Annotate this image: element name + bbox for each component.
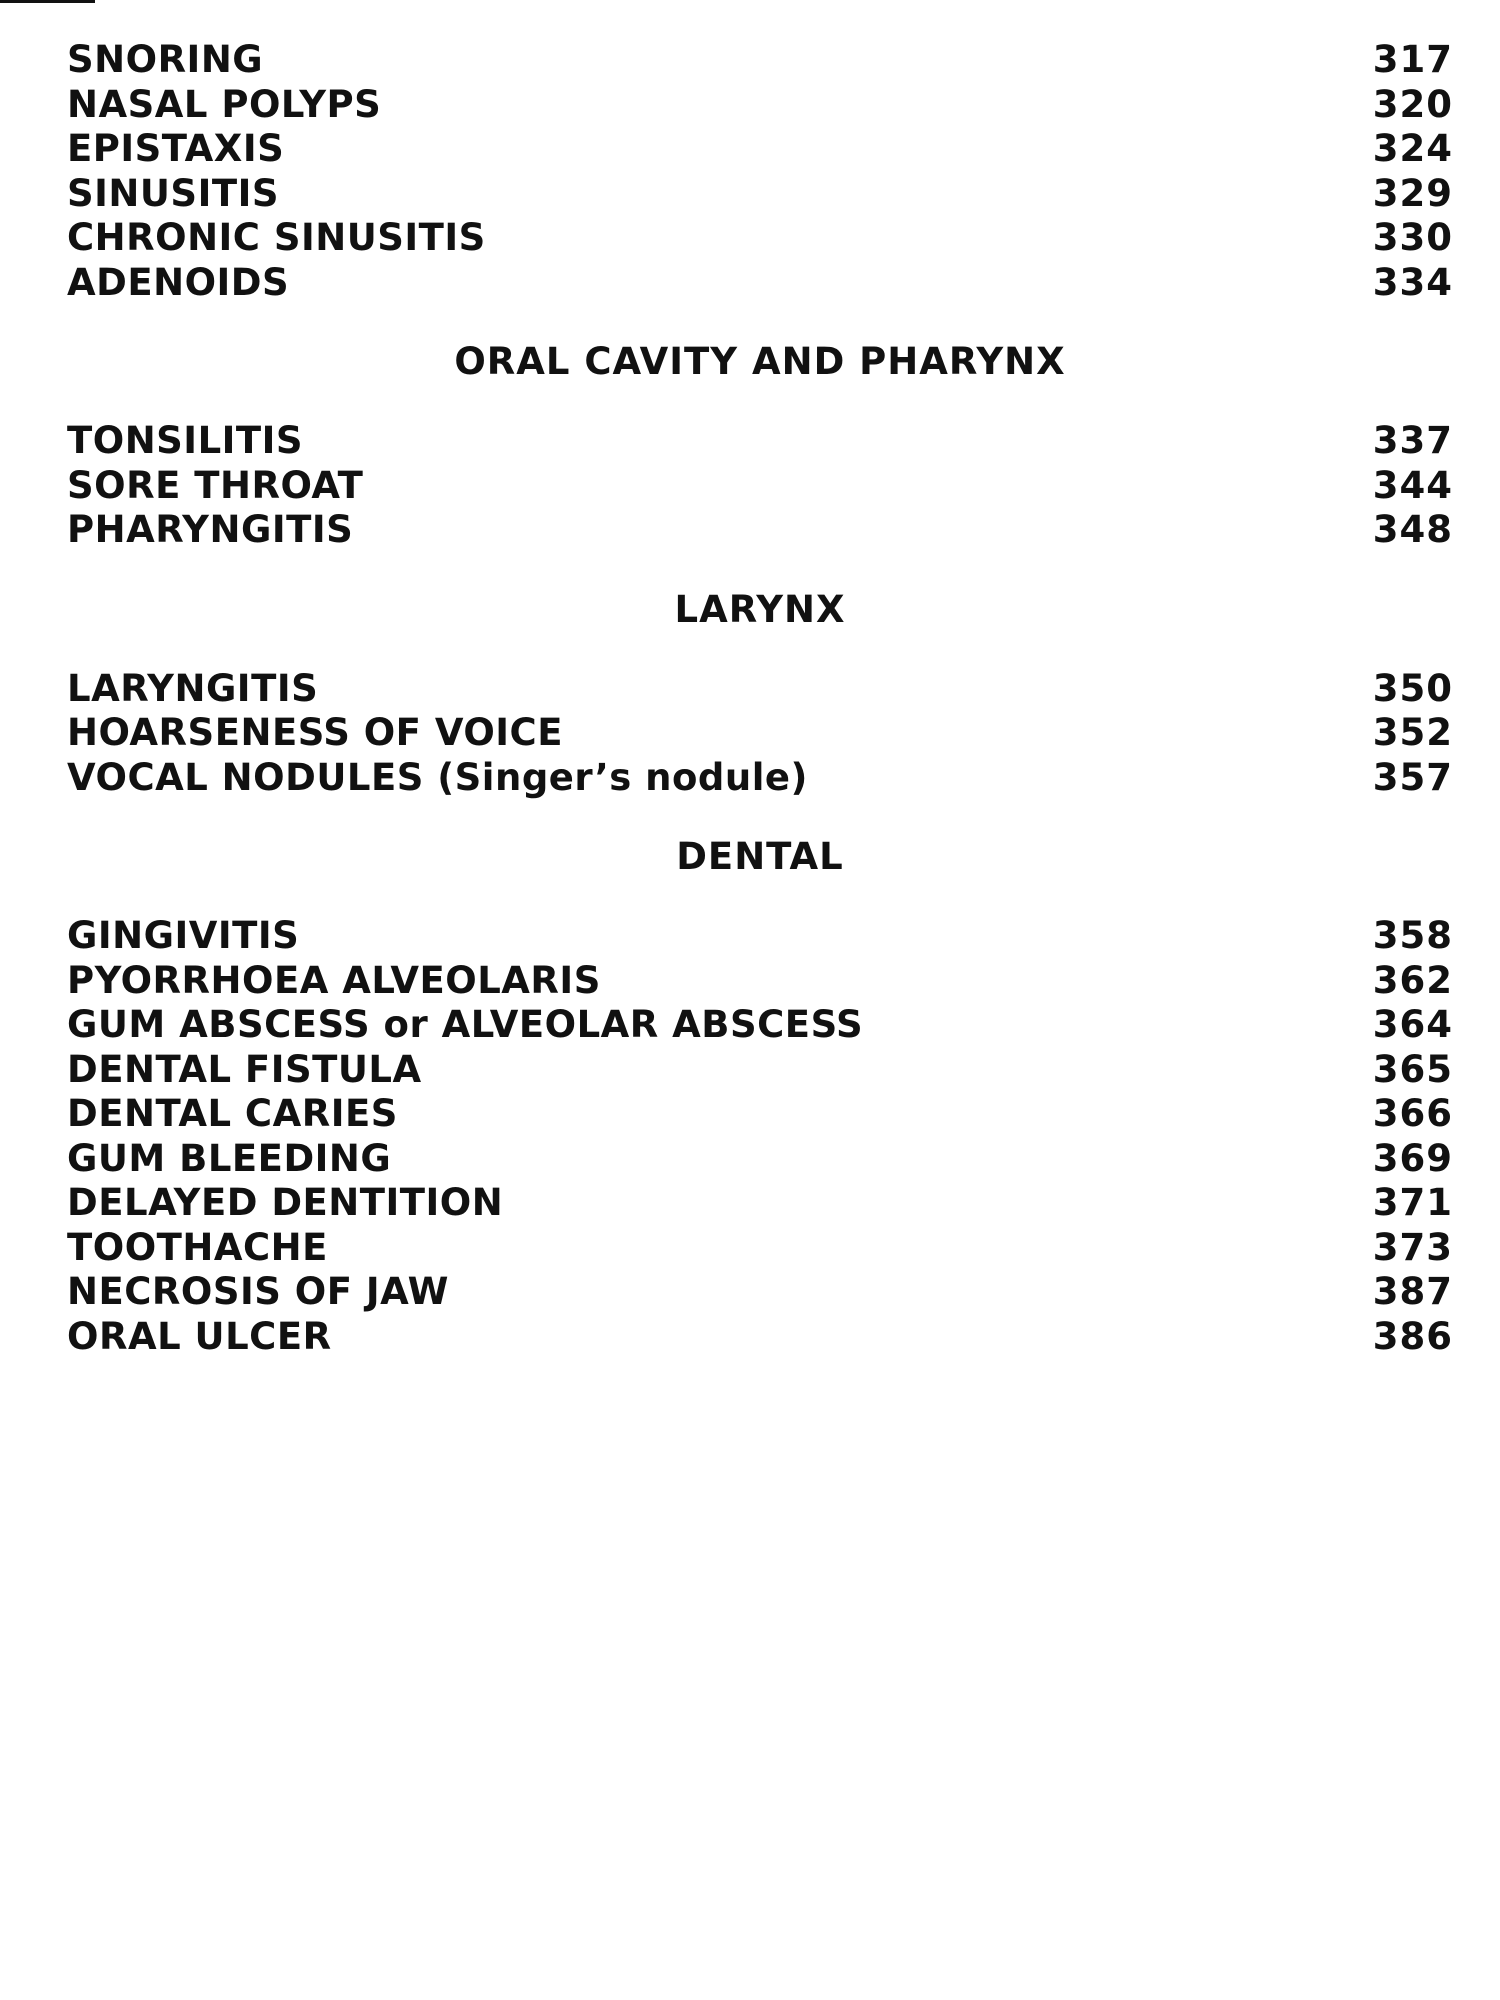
- table-of-contents: [67, 38, 1453, 1359]
- entry-label: NECROSIS OF JAW: [67, 1270, 449, 1313]
- entry-label: HOARSENESS OF VOICE: [67, 711, 563, 754]
- section-heading: DENTAL: [676, 835, 844, 878]
- entry-label: DENTAL FISTULA: [67, 1047, 422, 1091]
- entry-label: SNORING: [67, 38, 264, 81]
- toc-entry: [67, 756, 1453, 801]
- entry-label: GUM BLEEDING: [67, 1136, 392, 1180]
- toc-entry: [67, 959, 1453, 1004]
- toc-entry: [67, 464, 1453, 509]
- entry-page-number: 330: [1372, 216, 1453, 259]
- entry-label: GINGIVITIS: [67, 914, 300, 957]
- toc-entry: [67, 261, 1453, 306]
- entry-page-number: 344: [1372, 463, 1453, 507]
- section-dental: [67, 824, 1453, 1359]
- toc-entry: [67, 38, 1453, 83]
- entry-page-number: 317: [1372, 38, 1453, 81]
- entry-label: CHRONIC SINUSITIS: [67, 216, 486, 259]
- entry-page-number: 352: [1372, 711, 1453, 754]
- entry-label: EPISTAXIS: [67, 127, 285, 170]
- toc-entry: [67, 1181, 1453, 1226]
- entry-label: ORAL ULCER: [67, 1314, 332, 1358]
- entry-page-number: 371: [1372, 1181, 1453, 1224]
- toc-entry: [67, 127, 1453, 172]
- entry-label: VOCAL NODULES (Singer’s nodule): [67, 755, 808, 799]
- toc-entry: [67, 1092, 1453, 1137]
- entry-page-number: 365: [1372, 1047, 1453, 1091]
- entry-label: DENTAL CARIES: [67, 1092, 398, 1135]
- entry-label: NASAL POLYPS: [67, 82, 382, 126]
- entry-label: TONSILITIS: [67, 419, 304, 462]
- section-heading: LARYNX: [674, 587, 846, 631]
- section-larynx: [67, 577, 1453, 801]
- toc-entry: [67, 711, 1453, 756]
- section-heading: ORAL CAVITY AND PHARYNX: [454, 340, 1066, 383]
- entry-label: SINUSITIS: [67, 171, 279, 215]
- toc-entry: [67, 216, 1453, 261]
- toc-entry: [67, 83, 1453, 128]
- entry-label: DELAYED DENTITION: [67, 1181, 504, 1224]
- section-nose: [67, 38, 1453, 305]
- entry-label: TOOTHACHE: [67, 1225, 328, 1269]
- entry-page-number: 357: [1372, 755, 1453, 799]
- toc-entry: [67, 1003, 1453, 1048]
- toc-entry: [67, 1270, 1453, 1315]
- entry-label: GUM ABSCESS or ALVEOLAR ABSCESS: [67, 1003, 864, 1046]
- entry-page-number: 369: [1372, 1136, 1453, 1180]
- scan-edge-mark: [0, 0, 95, 3]
- entry-page-number: 387: [1372, 1270, 1453, 1313]
- entry-page-number: 386: [1372, 1314, 1453, 1358]
- toc-entry: [67, 914, 1453, 959]
- toc-entry: [67, 1226, 1453, 1271]
- entry-page-number: 350: [1372, 666, 1453, 710]
- section-oral-cavity-and-pharynx: [67, 329, 1453, 553]
- entry-page-number: 362: [1372, 958, 1453, 1002]
- entry-label: SORE THROAT: [67, 463, 364, 507]
- toc-entry: [67, 1137, 1453, 1182]
- entry-page-number: 337: [1372, 419, 1453, 462]
- entry-page-number: 373: [1372, 1225, 1453, 1269]
- entry-label: LARYNGITIS: [67, 666, 319, 710]
- entry-page-number: 334: [1372, 260, 1453, 304]
- entry-page-number: 329: [1372, 171, 1453, 215]
- entry-label: ADENOIDS: [67, 260, 290, 304]
- toc-entry: [67, 1315, 1453, 1360]
- entry-page-number: 364: [1372, 1003, 1453, 1046]
- toc-entry: [67, 419, 1453, 464]
- entry-page-number: 348: [1372, 508, 1453, 551]
- toc-entry: [67, 667, 1453, 712]
- entry-label: PHARYNGITIS: [67, 508, 354, 551]
- entry-label: PYORRHOEA ALVEOLARIS: [67, 958, 601, 1002]
- toc-entry: [67, 172, 1453, 217]
- entry-page-number: 320: [1372, 82, 1453, 126]
- toc-entry: [67, 1048, 1453, 1093]
- entry-page-number: 324: [1372, 127, 1453, 170]
- toc-entry: [67, 508, 1453, 553]
- entry-page-number: 366: [1372, 1092, 1453, 1135]
- entry-page-number: 358: [1372, 914, 1453, 957]
